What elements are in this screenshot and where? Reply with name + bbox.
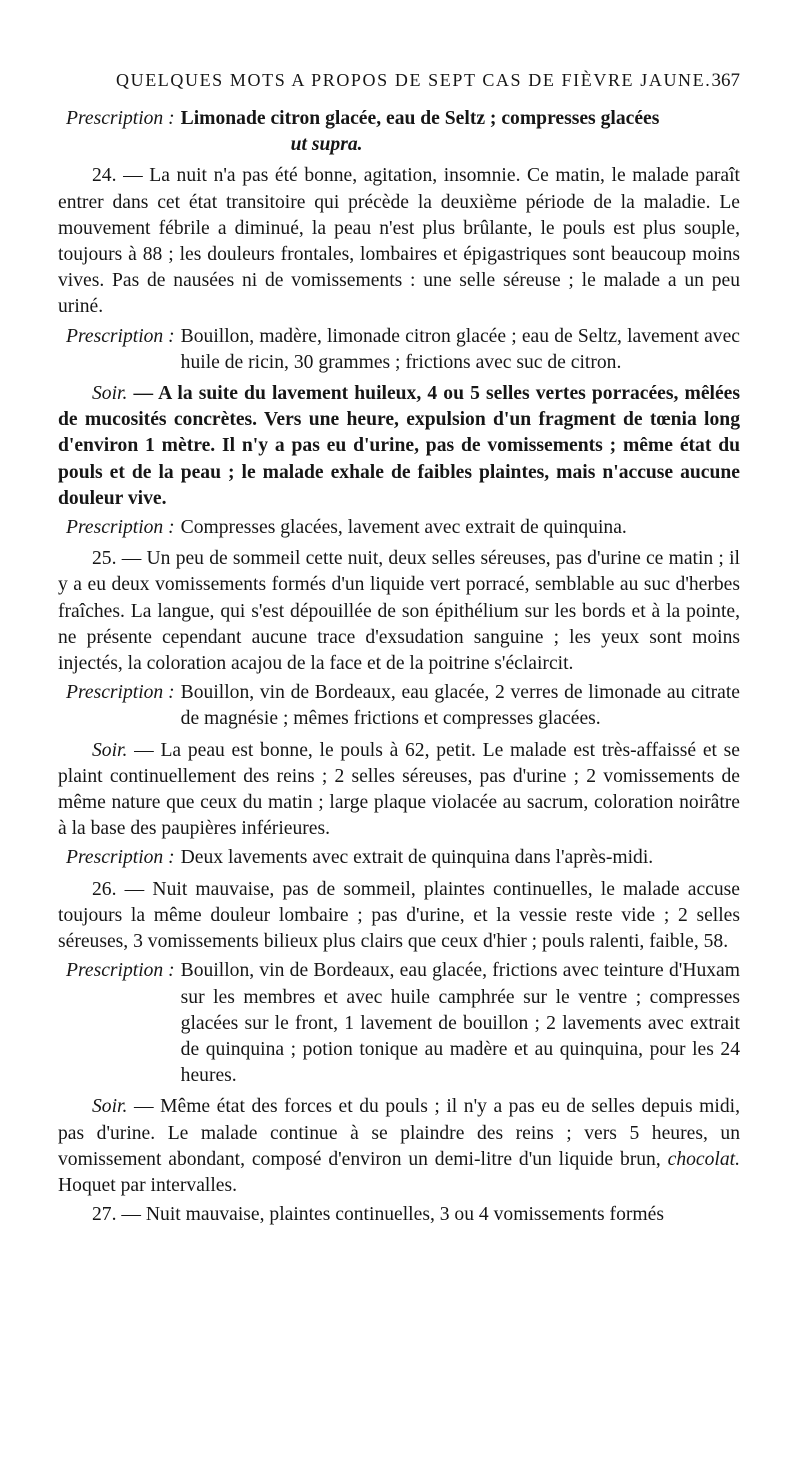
page-body [58,106,740,1231]
evening-note-paragraph [58,381,740,512]
page-header [90,66,740,96]
soir-label: Soir. [92,383,128,405]
day-number: 26. [92,878,117,900]
evening-note-paragraph [58,1094,740,1199]
day-number: 25. [92,548,117,570]
note-text: — La nuit n'a pas été bonne, agitation, insomnie. Ce matin, le malade paraît entrer dans cet état transitoire qui précède la deuxième période de la maladie. Le mouvement fébrile a diminué, la peau n'est plus brûlante, le pouls est plus souple, toujours à 88 ; les douleurs frontales, lombaires et épigastriques sont beaucoup moins vives. Pas de nausées ni de vomissements : une selle séreuse ; le malade a un peu uriné. [58,165,740,318]
prescription-label: Prescription : [66,517,175,539]
daily-note-paragraph [58,1202,740,1228]
daily-note-paragraph [58,163,740,320]
prescription-text: Bouillon, vin de Bordeaux, eau glacée, 2 verres de limonade au citrate de magnésie ; mêmes frictions et compresses glacées. [180,682,740,730]
note-text: — Nuit mauvaise, plaintes continuelles, 3 ou 4 vomissements formés [121,1204,664,1226]
running-title: QUELQUES MOTS A PROPOS DE SEPT CAS DE FIÈVRE JAUNE. [116,70,712,90]
note-text: — Même état des forces et du pouls ; il n'y a pas eu de selles depuis midi, pas d'urine. Le malade continue à se plaindre des reins ; vers 5 heures, un vomissement abondant, composé d'environ un demi-litre d'un liquide brun, [58,1096,740,1170]
prescription-block [58,680,740,732]
prescription-label: Prescription : [66,108,175,129]
day-number: 24. [92,165,117,187]
prescription-block [58,958,740,1089]
prescription-tail: ut supra. [290,134,363,156]
prescription-text [181,106,740,158]
prescription-text: Compresses glacées, lavement avec extrait de quinquina. [180,517,627,539]
evening-note-paragraph [58,738,740,843]
prescription-text: Bouillon, madère, limonade citron glacée ; eau de Seltz, lavement avec huile de ricin, 30 grammes ; frictions avec suc de citron. [180,325,740,373]
page-number: 367 [711,70,740,91]
prescription-block [58,515,740,541]
prescription-text: Bouillon, vin de Bordeaux, eau glacée, frictions avec teinture d'Huxam sur les membres et avec huile camphrée sur le ventre ; compresses glacées sur le front, 1 lavement de bouillon ; 2 lavements avec extrait de quinquina ; potion tonique au madère et au quinquina, pour les 24 heures. [180,960,740,1087]
prescription-body: Limonade citron glacée, eau de Seltz ; compresses glacées [180,108,660,129]
soir-label: Soir. [92,739,128,761]
soir-label: Soir. [92,1096,128,1118]
prescription-block [58,845,740,871]
prescription-label: Prescription : [66,682,175,704]
note-text: — Nuit mauvaise, pas de sommeil, plaintes continuelles, le malade accuse toujours la même douleur lombaire ; pas d'urine, et la vessie reste vide ; 2 selles séreuses, 3 vomissements bilieux plus clairs que ceux d'hier ; pouls ralenti, faible, 58. [58,878,740,953]
prescription-block [58,324,740,376]
prescription-label: Prescription : [66,847,175,869]
daily-note-paragraph [58,546,740,677]
prescription-label: Prescription : [66,960,175,982]
day-number: 27. [92,1204,117,1226]
prescription-text: Deux lavements avec extrait de quinquina dans l'après-midi. [180,847,654,869]
note-text: — Un peu de sommeil cette nuit, deux selles séreuses, pas d'urine ce matin ; il y a eu deux vomissements formés d'un liquide vert porracé, semblable au suc d'herbes fraîches. La langue, qui s'est dépouillée de son épithélium sur les bords et à la pointe, ne présente cependant aucune trace d'exsudation sanguine ; les yeux sont moins injectés, la coloration acajou de la face et de la poitrine s'éclaircit. [58,548,740,675]
daily-note-paragraph [58,877,740,956]
note-text: — La peau est bonne, le pouls à 62, petit. Le malade est très-affaissé et se plaint continuellement des reins ; 2 selles séreuses, pas d'urine ; 2 vomissements de même nature que ceux du matin ; large plaque violacée au sacrum, coloration noirâtre à la base des paupières inférieures. [58,739,741,840]
note-after: Hoquet par intervalles. [58,1174,238,1196]
prescription-block [58,106,740,158]
note-text: — A la suite du lavement huileux, 4 ou 5 selles vertes porracées, mêlées de mucosités concrètes. Vers une heure, expulsion d'un fragment de tœnia long d'environ 1 mètre. Il n'y a pas eu d'urine, pas de vomissements ; même état du pouls et de la peau ; le malade exhale de faibles plaintes, mais n'accuse aucune douleur vive. [58,383,740,509]
note-italic: chocolat. [667,1148,740,1170]
prescription-label: Prescription : [66,325,175,347]
